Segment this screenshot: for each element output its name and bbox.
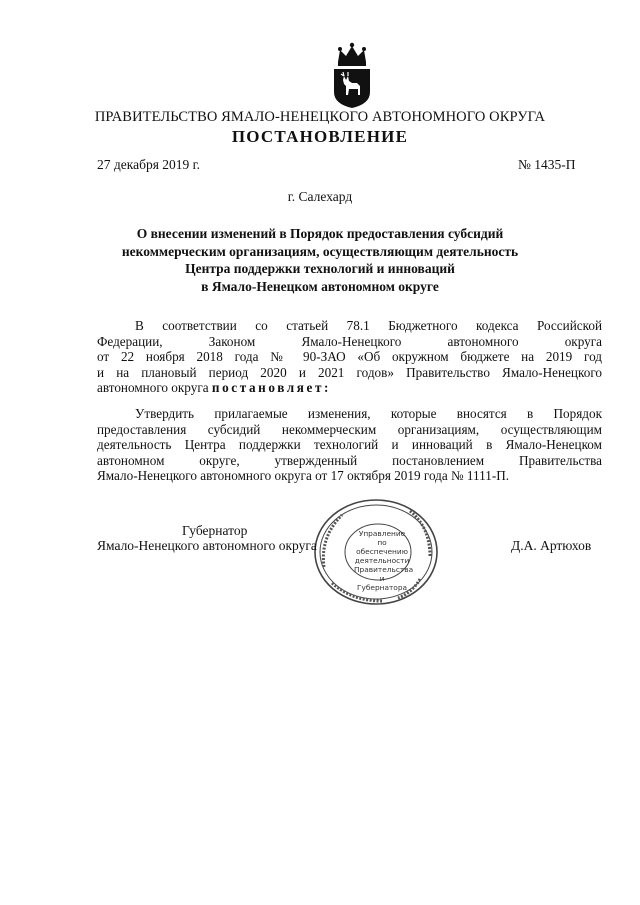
paragraph-line: и на плановый период 2020 и 2021 годов» Правительство Ямало-Ненецкого <box>97 364 602 380</box>
paragraph-line: деятельность Центра поддержки технологий и инноваций в Ямало-Ненецком <box>97 437 602 453</box>
paragraph-line: Утвердить прилагаемые изменения, которые вносятся в Порядок <box>135 406 602 421</box>
document-number: № 1435-П <box>518 157 576 172</box>
title-line: Центра поддержки технологий и инноваций <box>185 261 455 276</box>
signatory-title-region: Ямало-Ненецкого автономного округа <box>97 538 317 553</box>
organization-name: ПРАВИТЕЛЬСТВО ЯМАЛО-НЕНЕЦКОГО АВТОНОМНОГО ОКРУГА <box>94 109 546 125</box>
paragraph-line: Ямало-Ненецкого автономного округа от 17 октября 2019 года № 1111-П. <box>97 468 510 484</box>
resolve-word: постановляет: <box>211 380 332 396</box>
paragraph-line <box>97 380 602 396</box>
title-line: в Ямало-Ненецком автономном округе <box>201 278 439 294</box>
paragraph-line: Федерации, Законом Ямало-Ненецкого автономного округа <box>97 333 602 349</box>
document-city: г. Салехард <box>287 189 353 204</box>
title-line: О внесении изменений в Порядок предоставления субсидий <box>136 226 504 241</box>
document-title <box>60 225 580 295</box>
paragraph-line: В соответствии со статьей 78.1 Бюджетного кодекса Российской <box>135 318 602 333</box>
document-date: 27 декабря 2019 г. <box>97 157 201 172</box>
signatory-title: Губернатор <box>182 523 248 538</box>
stamp-text <box>354 529 414 592</box>
paragraph-line: от 22 ноября 2018 года № 90-ЗАО «Об окружном бюджете на 2019 год <box>97 349 602 365</box>
stamp-line: обеспечению <box>356 547 408 556</box>
signatory-name: Д.А. Артюхов <box>511 538 592 553</box>
paragraph-line: предоставления субсидий некоммерческим организациям, осуществляющим <box>97 421 602 437</box>
stamp-line: Управление по <box>358 529 406 547</box>
paragraph-basis <box>97 318 602 396</box>
stamp-line: Правительства <box>354 565 414 574</box>
coat-of-arms-icon <box>330 40 374 110</box>
stamp-line: и Губернатора <box>356 574 408 592</box>
paragraph-line-text: автономного округа <box>97 380 209 396</box>
document-type: ПОСТАНОВЛЕНИЕ <box>231 127 409 146</box>
stamp-line: деятельности <box>354 556 410 565</box>
title-line: некоммерческим организациям, осуществляющим деятельность <box>121 243 519 259</box>
paragraph-resolution <box>97 406 602 484</box>
paragraph-line: автономном округе, утвержденный постановлением Правительства <box>97 452 602 468</box>
